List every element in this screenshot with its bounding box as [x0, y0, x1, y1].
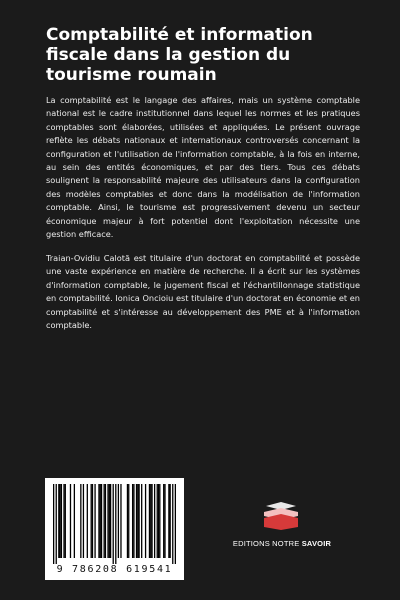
barcode-bar [132, 484, 133, 558]
barcode-bar [159, 484, 160, 558]
barcode-bars [53, 484, 176, 564]
barcode-bar [138, 484, 139, 558]
publisher-logo-block [222, 500, 342, 560]
book-title: Comptabilité et information fiscale dans la gestion du tourisme roumain [46, 25, 313, 85]
barcode-bar [61, 484, 62, 558]
barcode-bar [53, 484, 54, 564]
book-summary: La comptabilité est le langage des affaires, mais un système comptable national est le cadre institutionnel dans lequel les normes et les pratiques comptables sont élaborées, utilisées et appliquées. Le présent ouvrage reflète les débats nationaux et internationaux controversés concernant la configuration et l'utilisation de l'information comptable, à la fois en interne, au sein des entités économiques, et par des tiers. Tous ces débats soulignent la responsabilité majeure des utilisateurs dans la configuration des modèles comptables et donc dans la modélisation de l'information comptable. Ainsi, le tourisme est progressivement devenu un secteur économique majeur à fort potentiel dont l'exploitation nécessite une gestion efficace. [46, 95, 360, 240]
barcode-bar [65, 484, 66, 558]
isbn-number: 9 786208 619541 [56, 564, 173, 575]
barcode-bar [83, 484, 84, 558]
barcode-bar [59, 484, 60, 558]
author-bio: Traian-Ovidiu Calotă est titulaire d'un doctorat en comptabilité et possède une vaste expérience en matière de recherche. Il a écrit sur les systèmes d'information comptable, le jugement fiscal et l'échantillonnage statistique en comptabilité. Ionica Oncioiu est titulaire d'un doctorat en économie et en comptabilité et s'intéresse au développement des PME et à l'information comptable. [46, 253, 360, 331]
barcode-bar [87, 484, 88, 558]
publisher-name [222, 539, 342, 548]
barcode-bar [105, 484, 106, 558]
barcode-bar [163, 484, 164, 558]
barcode-bar [91, 484, 92, 558]
barcode-bar [101, 484, 102, 558]
barcode-bar [151, 484, 152, 558]
barcode-bar [168, 484, 169, 558]
isbn-barcode [45, 478, 184, 580]
barcode-bar [118, 484, 119, 558]
barcode-bar [133, 484, 134, 558]
barcode-bar [115, 484, 116, 564]
barcode-bar [100, 484, 101, 558]
barcode-bar [150, 484, 151, 558]
barcode-bar [145, 484, 146, 558]
barcode-bar [74, 484, 75, 558]
barcode-bar [92, 484, 93, 558]
barcode-bar [109, 484, 110, 558]
barcode-bar [128, 484, 129, 558]
barcode-bar [158, 484, 159, 558]
barcode-bar [175, 484, 176, 564]
barcode-bar [103, 484, 104, 558]
barcode-bar [136, 484, 137, 558]
barcode-bar [170, 484, 171, 558]
barcode-bar [110, 484, 111, 558]
barcode-bar [137, 484, 138, 558]
barcode-bar [157, 484, 158, 558]
barcode-bar [58, 484, 59, 558]
publisher-name-prefix: EDITIONS NOTRE [232, 539, 302, 548]
barcode-bar [63, 484, 64, 558]
barcode-bar [127, 484, 128, 558]
barcode-bar [113, 484, 114, 564]
barcode-bar [164, 484, 165, 558]
barcode-bar [94, 484, 95, 558]
barcode-bar [120, 484, 121, 558]
barcode-bar [154, 484, 155, 558]
stacked-books-icon [262, 500, 300, 530]
barcode-bar [172, 484, 173, 564]
barcode-bar [98, 484, 99, 558]
barcode-bar [149, 484, 150, 558]
barcode-bar [56, 484, 57, 564]
publisher-name-emphasis: SAVOIR [301, 539, 332, 548]
barcode-bar [107, 484, 108, 558]
barcode-bar [80, 484, 81, 558]
barcode-bar [141, 484, 142, 558]
barcode-bar [70, 484, 71, 558]
